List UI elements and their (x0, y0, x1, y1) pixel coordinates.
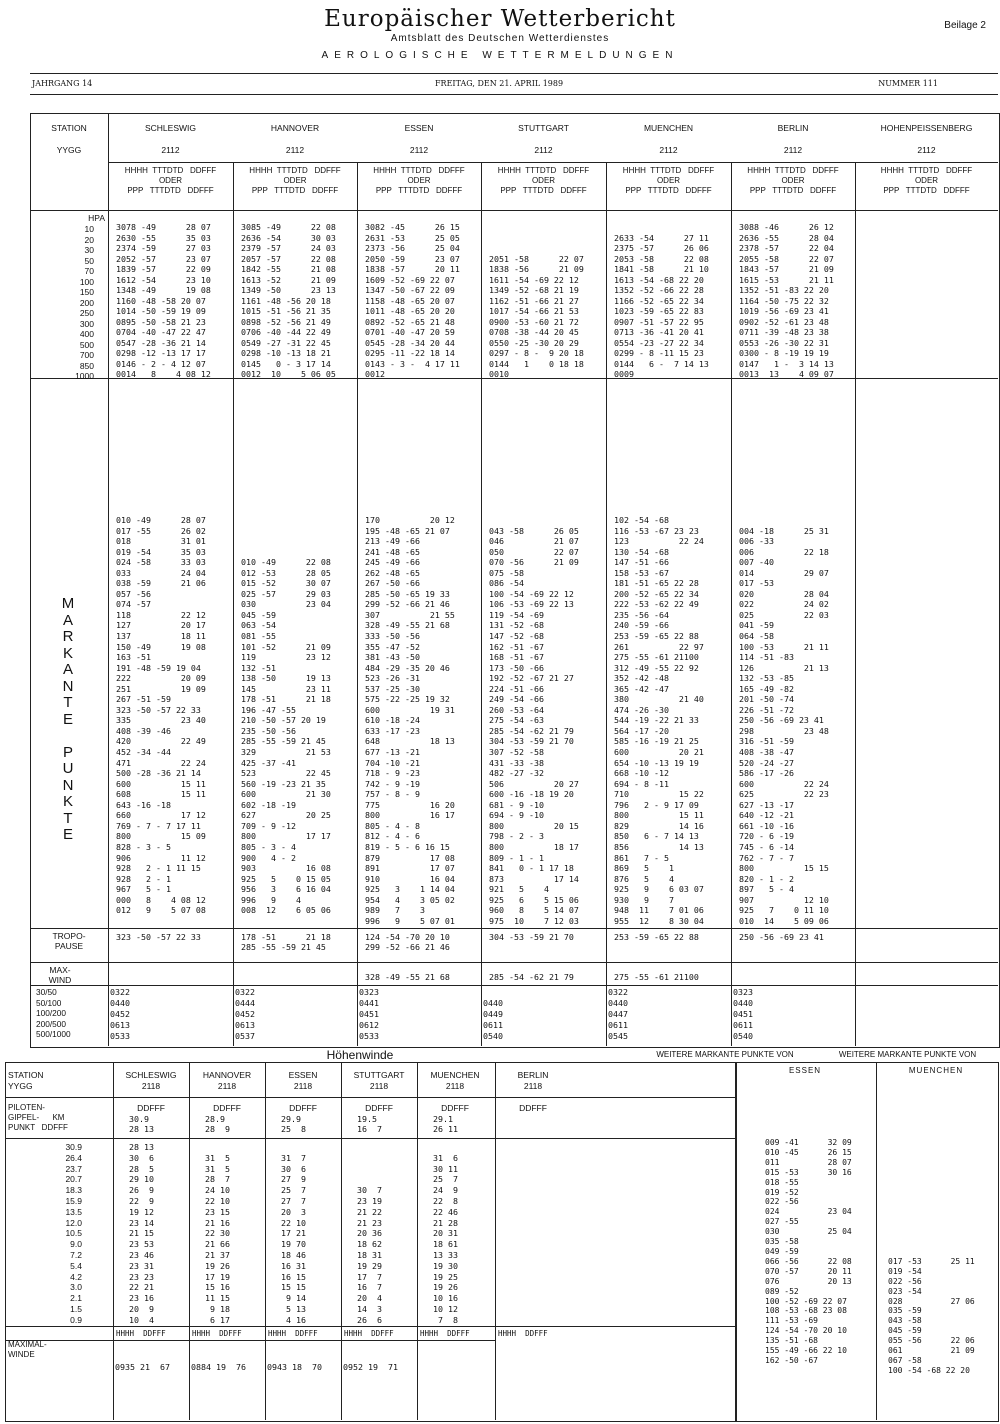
maximal-label: MAXIMAL- WINDE (8, 1340, 47, 1359)
tropopause-values: 253 -59 -65 22 88 (614, 932, 699, 942)
station-name: SCHLESWIG (144, 123, 196, 133)
supplement-label: Beilage 2 (944, 20, 986, 31)
column-head-2: ODER (656, 176, 681, 185)
column-head-2: ODER (283, 176, 307, 185)
tropopause-values: 124 -54 -70 20 10 299 -52 -66 21 46 (365, 932, 450, 952)
lower-station-name: HANNOVER (202, 1070, 252, 1080)
wind-values: 31 5 31 5 28 7 24 10 22 10 23 15 21 16 22 30 21 66 21 37 19 26 17 19 15 16 11 15 9 18 6 17 (205, 1152, 230, 1325)
lower-station-yygg: 2118 (369, 1081, 389, 1091)
lower-station-yygg: 2118 (217, 1081, 237, 1091)
shear-values: 0440 0449 0611 0540 (483, 998, 503, 1041)
column-head-1: HHHH TTTDTD DDFFF (249, 166, 341, 175)
pilot-ddfff-head: DDFFF (441, 1103, 469, 1113)
tropopause-label: TROPO- PAUSE (52, 931, 86, 951)
station-label: STATION (51, 123, 87, 133)
significant-points: 004 -18 25 31 006 -33 006 22 18 007 -40 014 29 07 017 -53 020 28 04 022 24 02 025 22 03 041 -59 064 -58 100 -53 21 11 114 -51 -83 126 21 13 132 -53 -85 165 -49 -82 201 -50 -74 226 -51 -72 250 -56 -69 23 41 298 23 48 316 -51 -59 408 -38 -47 520 -24 -27 586 -17 -26 600 22 24 625 22 23 627 -13 -17 640 -12 -21 661 -10 -16 720 - 6 -19 745 - 6 -14 762 - 7 - 7 800 15 15 820 - 1 - 2 897 5 - 4 907 12 10 925 7 0 11 10 010 14 5 09 06 (739, 525, 829, 926)
tropopause-values: 304 -53 -59 21 70 (489, 932, 574, 942)
station-name: MUENCHEN (643, 123, 694, 133)
shear-values: 0322 0440 0452 0613 0533 (110, 987, 130, 1041)
pilot-peak: 29.9 25 8 (281, 1114, 306, 1134)
significant-points: 170 20 12 195 -48 -65 21 07 213 -49 -66 241 -48 -65 245 -49 -66 262 -48 -65 267 -50 -66 285 -50 -65 19 33 299 -52 -66 21 46 307 21 55 328 -49 -55 21 68 333 -50 -56 355 -47 -52 381 -43 -50 484 -29 -35 20 46 523 -26 -31 537 -25 -30 575 -22 -25 19 32 600 19 31 610 -18 -24 633 -17 -23 648 18 13 677 -13 -21 704 -10 -21 718 - 9 -23 742 - 9 -19 757 - 8 - 9 775 16 20 800 16 17 805 - 4 - 8 812 - 4 - 6 819 - 5 - 6 16 15 879 17 08 891 17 07 910 16 04 925 3 1 14 04 954 4 3 05 02 989 7 3 996 9 5 07 01 (365, 515, 455, 926)
altitude-list: 30.9 26.4 23.7 20.7 18.3 15.9 13.5 12.0 10.5 9.0 7.2 5.4 4.2 3.0 2.1 1.5 0.9 (65, 1142, 82, 1325)
station-name: STUTTGART (518, 123, 569, 133)
maxwind-head: HHHH DDFFF (420, 1329, 470, 1338)
column-head-3: PPP TTTDTD DDFFF (127, 186, 214, 195)
maxwind-head: HHHH DDFFF (344, 1329, 394, 1338)
shear-values: 0323 0440 0451 0611 0540 (733, 987, 753, 1041)
pilot-ddfff-head: DDFFF (289, 1103, 317, 1113)
maximal-wind-values: 0952 19 71 (343, 1362, 398, 1372)
wind-values: 31 6 30 11 25 7 24 9 22 8 22 46 21 28 20 31 18 61 13 33 19 30 19 25 19 26 10 16 10 12 7 8 (433, 1152, 458, 1325)
page-title: Europäischer Wetterbericht (324, 6, 676, 32)
page-subtitle: Amtsblatt des Deutschen Wetterdienstes (390, 33, 610, 44)
pilot-peak: 19.5 16 7 (357, 1114, 382, 1134)
shear-values: 0322 0444 0452 0613 0537 (235, 987, 255, 1041)
tropopause-values: 178 -51 21 18 285 -55 -59 21 45 (241, 932, 331, 952)
standard-levels: 3085 -49 22 08 2636 -54 30 03 2379 -57 24 03 2057 -57 22 08 1842 -55 21 08 1613 -52 21 09 1349 -50 23 13 1161 -48 -56 20 18 1015 -51 -56 21 35 0898 -52 -56 21 49 0706 -40 -44 22 49 0549 -27 -31 22 45 0298 -10 -13 18 21 0145 0 - 3 17 14 0012 10 5 06 05 (241, 222, 336, 379)
station-yygg: 2112 (285, 145, 305, 155)
lower-station-name: STUTTGART (353, 1070, 405, 1080)
station-name: HANNOVER (270, 123, 320, 133)
extra-title-1: WEITERE MARKANTE PUNKTE VON (656, 1050, 794, 1059)
column-head-3: PPP TTTDTD DDFFF (251, 186, 339, 195)
shear-labels: 30/50 50/100 100/200 200/500 500/1000 (36, 987, 71, 1039)
maxwind-head: HHHH DDFFF (268, 1329, 318, 1338)
column-head-1: HHHH TTTDTD DDFFF (373, 166, 465, 175)
maxwind-values: 275 -55 -61 21100 (614, 972, 699, 982)
maximal-wind-values: 0935 21 67 (115, 1362, 170, 1372)
section-title: AEROLOGISCHE WETTERMELDUNGEN (321, 50, 679, 61)
lower-station-yygg: 2118 (523, 1081, 543, 1091)
hoehenwinde-title: Höhenwinde (326, 1048, 394, 1062)
pilot-label: PILOTEN- GIPFEL- KM PUNKT DDFFF (8, 1103, 68, 1132)
column-head-3: PPP TTTDTD DDFFF (625, 186, 712, 195)
lower-station-yygg: 2118 (141, 1081, 161, 1091)
extra-col-2: 017 -53 25 11 019 -54 022 -56 023 -54 028 27 06 035 -59 043 -58 045 -59 055 -56 22 06 061 21 09 067 -58 100 -54 -68 22 20 (888, 1256, 975, 1375)
significant-points: 043 -58 26 05 046 21 07 050 22 07 070 -56 21 09 075 -58 086 -54 100 -54 -69 22 12 106 -53 -69 22 13 119 -54 -69 131 -52 -68 147 -52 -68 162 -51 -67 168 -51 -67 173 -50 -66 192 -52 -67 21 27 224 -51 -66 249 -54 -66 260 -53 -64 275 -54 -63 285 -54 -62 21 79 304 -53 -59 21 70 307 -52 -58 431 -33 -38 482 -27 -32 506 20 27 600 -16 -18 19 20 681 - 9 -10 694 - 9 -10 800 20 15 798 - 2 - 3 800 18 17 809 - 1 - 1 841 0 - 1 17 18 873 17 14 921 5 4 925 6 5 15 06 960 8 5 14 07 975 10 7 12 03 (489, 525, 579, 926)
tropopause-values: 323 -50 -57 22 33 (116, 932, 201, 942)
lower-station-label: STATION (8, 1070, 44, 1080)
column-head-2: ODER (531, 176, 556, 185)
maximal-wind-values: 0884 19 76 (191, 1362, 246, 1372)
column-head-2: ODER (914, 176, 939, 185)
column-head-1: HHHH TTTDTD DDFFF (497, 166, 590, 175)
column-head-1: HHHH TTTDTD DDFFF (622, 166, 715, 175)
issue-bar (30, 73, 998, 95)
column-head-2: ODER (407, 176, 431, 185)
station-yygg: 2112 (917, 145, 936, 155)
station-yygg: 2112 (534, 145, 553, 155)
pilot-peak: 28.9 28 9 (205, 1114, 230, 1134)
column-head-1: HHHH TTTDTD DDFFF (747, 166, 839, 175)
extra-station-1: ESSEN (788, 1066, 822, 1075)
issue-number: NUMMER 111 (878, 79, 938, 88)
maxwind-values: 285 -54 -62 21 79 (489, 972, 574, 982)
significant-points: 010 -49 28 07 017 -55 26 02 018 31 01 019 -54 35 03 024 -58 33 03 033 24 04 038 -59 21 06 057 -56 074 -57 118 22 12 127 20 17 137 18 11 150 -49 19 08 163 -51 191 -48 -59 19 04 222 20 09 251 19 09 267 -51 -59 323 -50 -57 22 33 335 23 40 408 -39 -46 420 22 49 452 -34 -44 471 22 24 500 -28 -36 21 14 600 15 11 608 15 11 643 -16 -18 660 17 12 769 - 7 - 7 17 11 800 15 09 828 - 3 - 5 906 11 12 928 2 - 1 11 15 928 2 - 1 967 5 - 1 000 8 4 08 12 012 9 5 07 08 (116, 515, 206, 916)
pilot-ddfff-head: DDFFF (519, 1103, 547, 1113)
maxwind-label: MAX- WIND (48, 965, 72, 985)
station-yygg: 2112 (783, 145, 803, 155)
extra-col-1: 009 -41 32 09 010 -45 26 15 011 28 07 015 -53 30 16 018 -55 019 -52 022 -56 024 23 04 027 -55 030 25 04 035 -58 049 -59 066 -56 22 08 070 -57 20 11 076 20 13 089 -52 100 -52 -69 22 07 108 -53 -68 23 08 111 -53 -69 124 -54 -70 20 10 135 -51 -68 155 -49 -66 22 10 162 -50 -67 (765, 1138, 852, 1365)
significant-points: 010 -49 22 08 012 -53 28 05 015 -52 30 07 025 -57 29 03 030 23 04 045 -59 063 -54 081 -55 101 -52 21 09 119 23 12 132 -51 138 -50 19 13 145 23 11 178 -51 21 18 196 -47 -55 210 -50 -57 20 19 235 -50 -56 285 -55 -59 21 45 329 21 53 425 -37 -41 523 22 45 560 -19 -23 21 35 600 21 30 602 -18 -19 627 20 25 709 - 9 -12 800 17 17 805 - 3 - 4 900 4 - 2 903 16 08 925 5 0 15 05 956 3 6 16 04 996 9 4 008 12 6 05 06 (241, 557, 331, 916)
markante-punkte-label: M A R K A N T E P U N K T E (61, 595, 75, 843)
pilot-ddfff-head: DDFFF (365, 1103, 393, 1113)
lower-station-name: MUENCHEN (430, 1070, 480, 1080)
standard-levels: 3082 -45 26 15 2631 -53 25 05 2373 -56 25 04 2050 -59 23 07 1838 -57 20 11 1609 -52 -69 22 07 1347 -50 -67 22 09 1158 -48 -65 20 07 1011 -48 -65 20 20 0892 -52 -65 21 48 0701 -40 -47 20 59 0545 -28 -34 20 44 0295 -11 -22 18 14 0143 - 3 - 4 17 11 0012 (365, 222, 460, 379)
significant-points: 102 -54 -68 116 -53 -67 23 23 123 22 24 130 -54 -68 147 -51 -66 158 -53 -67 181 -51 -65 22 28 200 -52 -65 22 34 222 -53 -62 22 49 235 -56 -64 240 -59 -66 253 -59 -65 22 88 261 22 97 275 -55 -61 21100 312 -49 -55 22 92 352 -42 -48 365 -42 -47 380 21 40 474 -26 -30 544 -19 -22 21 33 564 -17 -20 585 -16 -19 21 25 600 20 21 654 -10 -13 19 19 668 -10 -12 694 - 8 -11 710 15 22 796 2 - 9 17 09 800 15 11 829 14 16 850 6 - 7 14 13 856 14 13 861 7 - 5 869 5 1 876 5 4 925 9 6 03 07 930 9 7 948 11 7 01 06 955 12 8 30 04 (614, 515, 704, 926)
column-head-1: HHHH TTTDTD DDFFF (880, 166, 973, 175)
volume-label: JAHRGANG 14 (32, 79, 93, 88)
standard-levels: 3088 -46 26 12 2636 -55 28 04 2378 -57 22 04 2055 -58 22 07 1843 -57 21 09 1615 -53 21 11 1352 -51 -83 22 20 1164 -50 -75 22 32 1019 -56 -69 23 41 0902 -52 -61 23 48 0711 -39 -48 23 38 0553 -26 -30 22 31 0300 - 8 -19 19 19 0147 1 - 3 14 13 0013 13 4 09 07 (739, 222, 834, 379)
wind-values: 31 7 30 6 27 9 25 7 27 7 20 3 22 10 17 21 19 70 18 46 16 31 16 15 15 15 9 14 5 13 4 16 (281, 1152, 306, 1325)
column-head-3: PPP TTTDTD DDFFF (375, 186, 463, 195)
lower-station-name: SCHLESWIG (125, 1070, 177, 1080)
yygg-label: YYGG (56, 145, 82, 155)
maxwind-head: HHHH DDFFF (192, 1329, 242, 1338)
station-name: BERLIN (777, 123, 809, 133)
station-yygg: 2112 (409, 145, 429, 155)
standard-levels: 2633 -54 27 11 2375 -57 26 06 2053 -58 22 08 1841 -58 21 10 1613 -54 -68 22 20 1352 -52 -66 22 28 1166 -52 -65 22 34 1023 -59 -65 22 83 0907 -51 -57 22 95 0713 -36 -41 20 41 0554 -23 -27 22 34 0299 - 8 -11 15 23 0144 6 - 7 14 13 0009 (614, 232, 709, 379)
wind-values: 28 13 30 6 28 5 29 10 26 9 22 9 19 12 23 14 21 15 23 53 23 46 23 31 23 23 22 21 23 16 20 9 10 4 (129, 1142, 154, 1325)
station-name: ESSEN (404, 123, 434, 133)
maxwind-values: 328 -49 -55 21 68 (365, 972, 450, 982)
station-name: HOHENPEISSENBERG (880, 123, 973, 133)
maximal-wind-values: 0943 18 70 (267, 1362, 322, 1372)
hpa-label: HPA (88, 213, 105, 223)
lower-station-name: ESSEN (288, 1070, 318, 1080)
extra-station-2: MUENCHEN (908, 1066, 964, 1075)
pilot-ddfff-head: DDFFF (137, 1103, 165, 1113)
lower-yygg-label: YYGG (8, 1081, 33, 1091)
extra-title-2: WEITERE MARKANTE PUNKTE VON (838, 1050, 977, 1059)
column-head-2: ODER (158, 176, 183, 185)
column-head-1: HHHH TTTDTD DDFFF (124, 166, 217, 175)
pilot-peak: 30.9 28 13 (129, 1114, 154, 1134)
column-head-3: PPP TTTDTD DDFFF (749, 186, 837, 195)
column-head-3: PPP TTTDTD DDFFF (500, 186, 587, 195)
station-yygg: 2112 (659, 145, 678, 155)
station-yygg: 2112 (161, 145, 180, 155)
shear-values: 0322 0440 0447 0611 0545 (608, 987, 628, 1041)
shear-values: 0323 0441 0451 0612 0533 (359, 987, 379, 1041)
maxwind-head: HHHH DDFFF (116, 1329, 166, 1338)
lower-station-name: BERLIN (517, 1070, 549, 1080)
issue-date: FREITAG, DEN 21. APRIL 1989 (435, 79, 564, 88)
pilot-peak: 29.1 26 11 (433, 1114, 458, 1134)
level-list: 10 20 30 50 70 100 150 200 250 300 400 500 700 850 1000 (75, 224, 94, 381)
lower-station-yygg: 2118 (293, 1081, 313, 1091)
column-head-3: PPP TTTDTD DDFFF (883, 186, 970, 195)
column-head-2: ODER (781, 176, 805, 185)
standard-levels: 2051 -58 22 07 1838 -56 21 09 1611 -54 -69 22 12 1349 -52 -68 21 19 1162 -51 -66 21 27 1017 -54 -66 21 53 0900 -53 -60 21 72 0708 -38 -44 20 45 0550 -25 -30 20 29 0297 - 8 - 9 20 18 0144 1 0 18 18 0010 (489, 253, 584, 379)
lower-station-yygg: 2118 (445, 1081, 465, 1091)
pilot-ddfff-head: DDFFF (213, 1103, 241, 1113)
wind-values: 30 7 23 19 21 22 21 23 20 36 18 62 18 31 19 29 17 7 16 7 20 4 14 3 26 6 (357, 1185, 382, 1325)
standard-levels: 3078 -49 28 07 2630 -55 35 03 2374 -59 27 03 2052 -57 23 07 1839 -57 22 09 1612 -54 23 10 1348 -49 19 08 1160 -48 -58 20 07 1014 -50 -59 19 09 0895 -50 -58 21 23 0704 -40 -47 22 47 0547 -28 -36 21 14 0298 -12 -13 17 17 0146 - 2 - 4 12 07 0014 8 4 08 12 (116, 222, 211, 379)
tropopause-values: 250 -56 -69 23 41 (739, 932, 824, 942)
maxwind-head: HHHH DDFFF (498, 1329, 548, 1338)
